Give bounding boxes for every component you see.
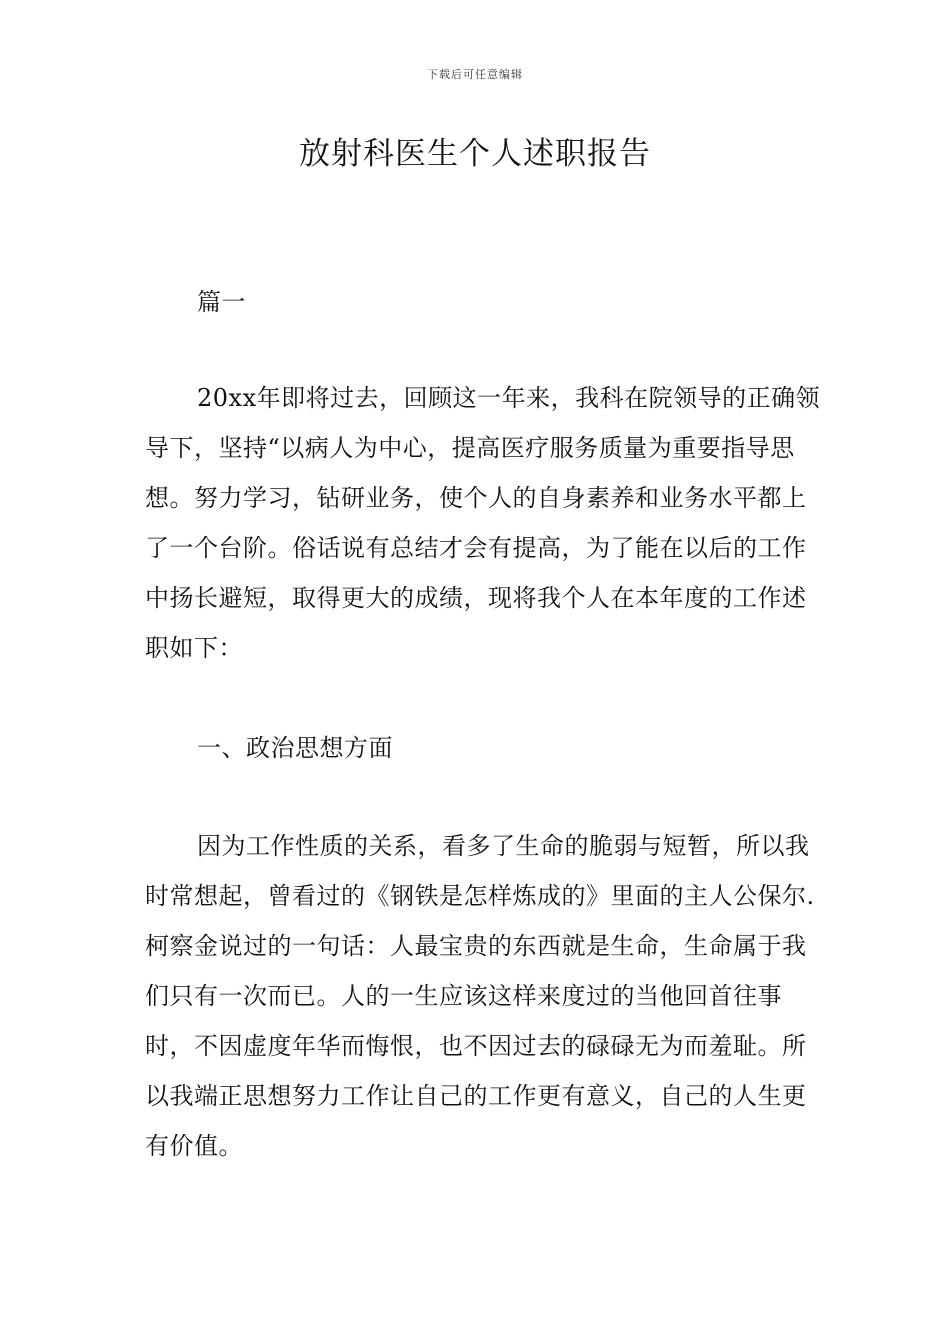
body-paragraph-2: 因为工作性质的关系，看多了生命的脆弱与短暂，所以我时常想起，曾看过的《钢铁是怎样炼成的》里面的主人公保尔.柯察金说过的一句话：人最宝贵的东西就是生命，生命属于我们只有一次而已。人的一生应该这样来度过的当他回首往事时，不因虚度年华而悔恨，也不因过去的碌碌无为而羞耻。所以我端正思想努力工作让自己的工作更有意义，自己的人生更有价值。 [145,832,815,1160]
section-heading-political-thought: 一、政治思想方面 [197,734,393,762]
section-label: 篇一 [197,288,246,316]
document-title: 放射科医生个人述职报告 [299,136,651,172]
body-paragraph-1: 20xx年即将过去，回顾这一年来，我科在院领导的正确领导下，坚持“以病人为中心，提高医疗服务质量为重要指导思想。努力学习，钻研业务，使个人的自身素养和业务水平都上了一个台阶。俗话说有总结才会有提高，为了能在以后的工作中扬长避短，取得更大的成绩，现将我个人在本年度的工作述职如下： [145,384,821,662]
header-note: 下载后可任意编辑 [427,68,523,81]
